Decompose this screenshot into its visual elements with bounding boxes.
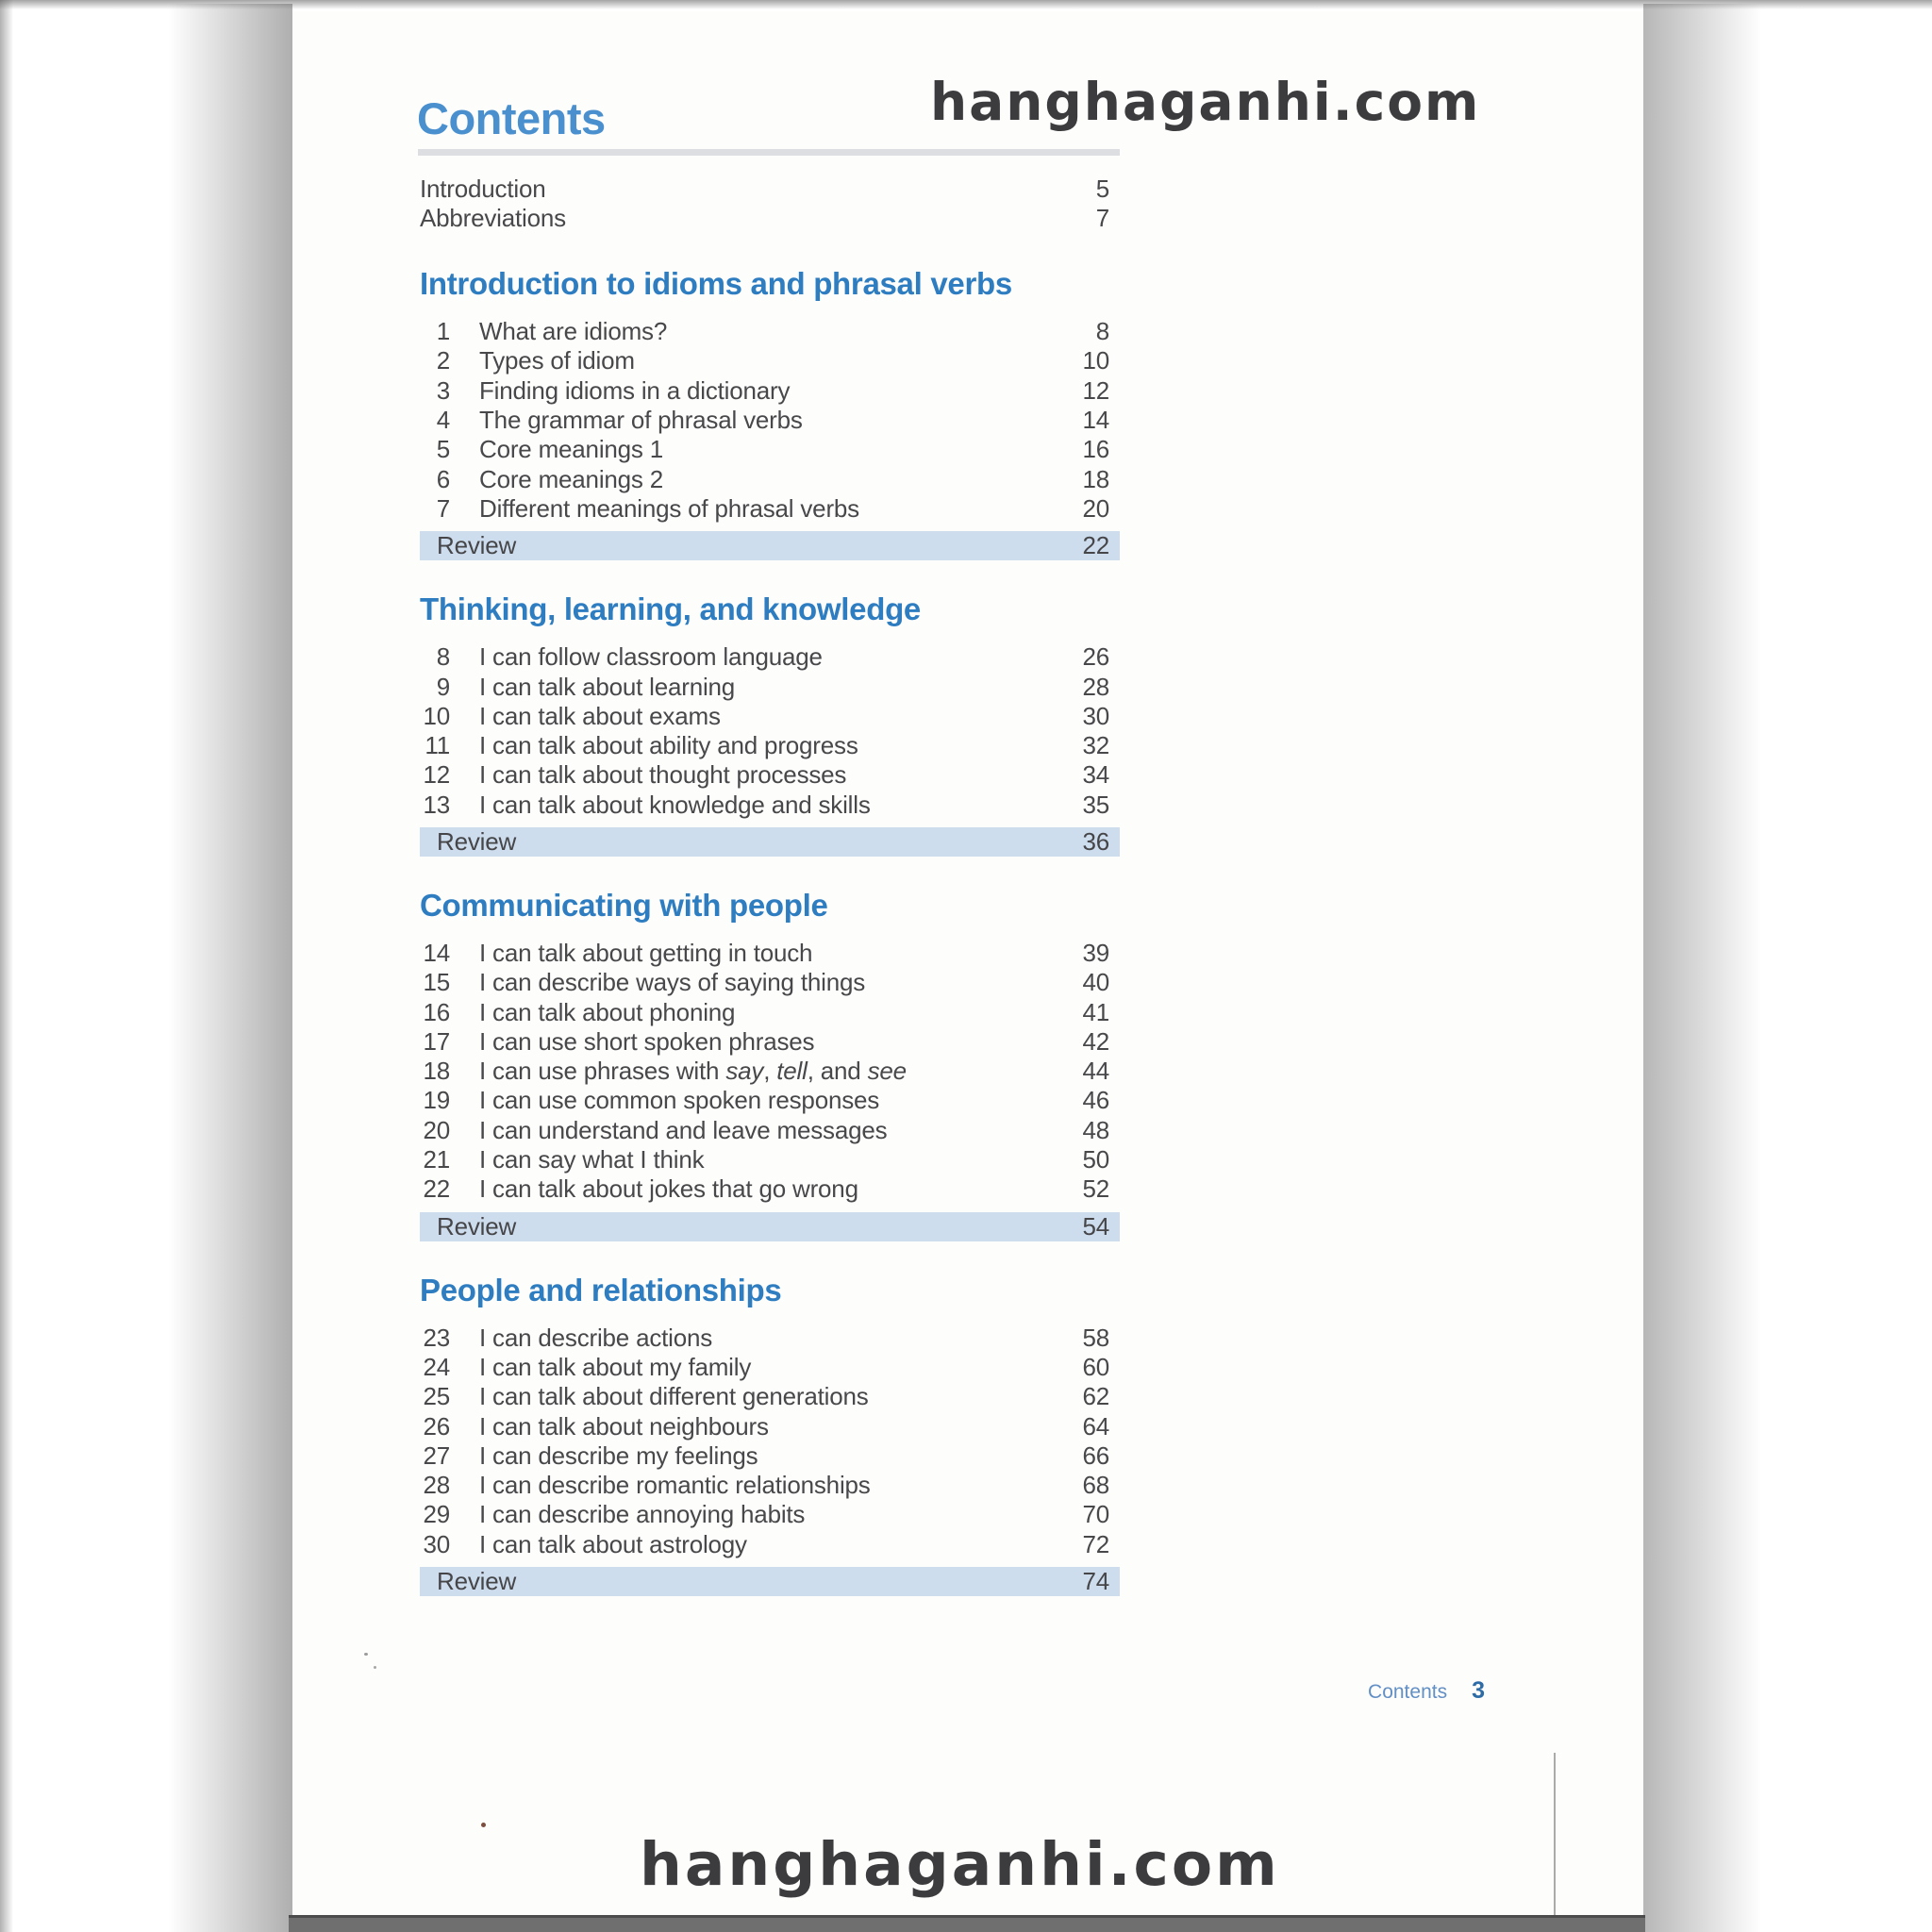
watermark-top: hanghaganhi.com [930, 72, 1481, 132]
page-number: 8 [1095, 317, 1109, 346]
page-number: 34 [1082, 760, 1109, 790]
toc-entry-label: Abbreviations [420, 204, 566, 233]
review-row [420, 1212, 1120, 1241]
unit-number: 24 [423, 1352, 450, 1381]
toc-section [420, 593, 1120, 857]
unit-number: 27 [423, 1441, 450, 1470]
page-number: 18 [1082, 464, 1109, 493]
unit-number: 30 [423, 1529, 450, 1558]
page-number: 54 [1082, 1211, 1109, 1241]
toc-entry-label: I can talk about phoning [479, 997, 736, 1026]
toc-entry-label: I can talk about knowledge and skills [479, 790, 871, 819]
toc-row [420, 1471, 1120, 1500]
review-row [420, 531, 1120, 560]
toc-entry-label: I can describe ways of saying things [479, 968, 866, 997]
section-heading: Thinking, learning, and knowledge [420, 591, 921, 627]
toc-row [420, 1086, 1120, 1115]
toc-row [420, 791, 1120, 820]
review-row [420, 827, 1120, 857]
unit-number: 13 [423, 790, 450, 819]
page-number: 48 [1082, 1115, 1109, 1144]
toc-entry-label: I can talk about different generations [479, 1382, 869, 1411]
unit-number: 6 [436, 464, 450, 493]
page-number: 46 [1082, 1086, 1109, 1115]
review-label: Review [437, 1566, 517, 1595]
unit-number: 23 [423, 1323, 450, 1352]
page-number: 20 [1082, 493, 1109, 523]
page-number: 64 [1082, 1411, 1109, 1441]
footer-page-number: 3 [1472, 1677, 1485, 1704]
page-number: 7 [1095, 204, 1109, 233]
toc-section [420, 887, 1120, 1241]
toc-row [420, 1116, 1120, 1145]
toc-entry-label: What are idioms? [479, 317, 668, 346]
unit-number: 1 [436, 317, 450, 346]
toc-entry-label: I can talk about getting in touch [479, 939, 813, 967]
scan-speck [481, 1823, 486, 1827]
toc-row [420, 1500, 1120, 1529]
toc-entry-label: I can talk about my family [479, 1352, 752, 1381]
toc-entry-label: I can use phrases with say, tell, and see [479, 1057, 907, 1086]
toc-entry-label: Types of idiom [479, 346, 635, 375]
toc-entry-label: I can describe romantic relationships [479, 1471, 871, 1500]
page-bottom-edge [289, 1915, 1645, 1932]
page-number: 58 [1082, 1323, 1109, 1352]
toc-row [420, 1441, 1120, 1471]
page-number: 68 [1082, 1471, 1109, 1500]
page-shadow-left [168, 4, 292, 1932]
toc-row [420, 731, 1120, 760]
toc-row [420, 376, 1120, 406]
footer-section-label: Contents [1368, 1681, 1448, 1703]
toc-row [420, 642, 1120, 672]
review-label: Review [437, 1211, 517, 1241]
toc-entry-label: The grammar of phrasal verbs [479, 406, 803, 435]
toc-section [420, 268, 1120, 560]
review-label: Review [437, 531, 517, 560]
toc-row [420, 406, 1120, 435]
page-number: 22 [1082, 531, 1109, 560]
toc-entry-label: I can say what I think [479, 1145, 705, 1174]
page-number: 36 [1082, 826, 1109, 856]
page-number: 52 [1082, 1174, 1109, 1204]
page-number: 41 [1082, 997, 1109, 1026]
unit-number: 7 [436, 493, 450, 523]
toc-row [420, 702, 1120, 731]
toc-entry-label: I can talk about astrology [479, 1529, 747, 1558]
unit-number: 25 [423, 1382, 450, 1411]
toc-row [420, 175, 1120, 204]
toc-sections [420, 268, 1120, 1596]
toc-entry-label: I can follow classroom language [479, 642, 823, 672]
page-shadow-right [1643, 4, 1761, 1932]
page-number: 14 [1082, 406, 1109, 435]
front-matter [420, 175, 1120, 234]
unit-number: 21 [423, 1145, 450, 1174]
page-number: 60 [1082, 1352, 1109, 1381]
section-heading: People and relationships [420, 1272, 782, 1307]
toc-row [420, 1324, 1120, 1353]
toc-row [420, 1353, 1120, 1382]
unit-number: 9 [436, 672, 450, 701]
unit-number: 10 [423, 701, 450, 730]
unit-number: 14 [423, 939, 450, 967]
toc-row [420, 1382, 1120, 1411]
page-title: Contents [417, 93, 606, 143]
toc-row [420, 968, 1120, 997]
page-number: 26 [1082, 642, 1109, 672]
page-number: 72 [1082, 1529, 1109, 1558]
scan-artifact-line [1554, 1753, 1556, 1926]
toc-entry-label: I can understand and leave messages [479, 1115, 888, 1144]
review-row [420, 1567, 1120, 1596]
toc-entry-label: Core meanings 2 [479, 464, 663, 493]
toc-row [420, 760, 1120, 790]
toc-row [420, 997, 1120, 1026]
unit-number: 17 [423, 1026, 450, 1056]
unit-number: 28 [423, 1471, 450, 1500]
toc-entry-label: Different meanings of phrasal verbs [479, 493, 859, 523]
toc-entry-label: Finding idioms in a dictionary [479, 375, 791, 405]
unit-number: 8 [436, 642, 450, 672]
unit-number: 12 [423, 760, 450, 790]
scan-speck [374, 1666, 376, 1669]
page-number: 16 [1082, 435, 1109, 464]
toc-row [420, 494, 1120, 524]
page-number: 5 [1095, 175, 1109, 204]
page-number: 50 [1082, 1145, 1109, 1174]
unit-number: 20 [423, 1115, 450, 1144]
page-number: 28 [1082, 672, 1109, 701]
toc-entry-label: I can talk about thought processes [479, 760, 847, 790]
page-number: 42 [1082, 1026, 1109, 1056]
page-number: 66 [1082, 1441, 1109, 1470]
toc-row [420, 1027, 1120, 1057]
unit-number: 2 [436, 346, 450, 375]
toc-entry-label: I can describe actions [479, 1323, 713, 1352]
unit-number: 3 [436, 375, 450, 405]
toc-row [420, 939, 1120, 968]
unit-number: 4 [436, 406, 450, 435]
toc-row [420, 1145, 1120, 1174]
page-number: 30 [1082, 701, 1109, 730]
toc-section [420, 1274, 1120, 1596]
unit-number: 22 [423, 1174, 450, 1204]
toc-row [420, 464, 1120, 493]
page-number: 74 [1082, 1566, 1109, 1595]
toc-entry-label: I can use short spoken phrases [479, 1026, 815, 1056]
page-number: 35 [1082, 790, 1109, 819]
toc-entry-label: I can talk about learning [479, 672, 736, 701]
unit-number: 16 [423, 997, 450, 1026]
toc-row [420, 435, 1120, 464]
toc-entry-label: I can talk about exams [479, 701, 721, 730]
toc-entry-label: I can talk about jokes that go wrong [479, 1174, 858, 1204]
toc-entry-label: I can describe my feelings [479, 1441, 758, 1470]
page-number: 10 [1082, 346, 1109, 375]
toc-entry-label: Core meanings 1 [479, 435, 663, 464]
unit-number: 29 [423, 1500, 450, 1529]
toc-row [420, 1174, 1120, 1204]
watermark-bottom: hanghaganhi.com [640, 1830, 1280, 1899]
page-number: 40 [1082, 968, 1109, 997]
toc-row [420, 672, 1120, 701]
page-number: 12 [1082, 375, 1109, 405]
book-page [292, 11, 1643, 1932]
toc-entry-label: Introduction [420, 175, 546, 204]
toc-entry-label: I can talk about neighbours [479, 1411, 769, 1441]
toc-row [420, 317, 1120, 346]
page-number: 44 [1082, 1057, 1109, 1086]
unit-number: 15 [423, 968, 450, 997]
toc-entry-label: I can use common spoken responses [479, 1086, 880, 1115]
toc-entry-label: I can describe annoying habits [479, 1500, 806, 1529]
review-label: Review [437, 826, 517, 856]
section-heading: Communicating with people [420, 887, 828, 923]
page-number: 32 [1082, 731, 1109, 760]
unit-number: 26 [423, 1411, 450, 1441]
unit-number: 19 [423, 1086, 450, 1115]
scan-speck [364, 1653, 368, 1656]
page-number: 39 [1082, 939, 1109, 967]
unit-number: 11 [425, 731, 450, 760]
toc-entry-label: I can talk about ability and progress [479, 731, 858, 760]
toc-row [420, 346, 1120, 375]
toc-row [420, 1530, 1120, 1559]
page-number: 62 [1082, 1382, 1109, 1411]
unit-number: 18 [423, 1057, 450, 1086]
toc-row [420, 1057, 1120, 1086]
scan-left-border [0, 0, 13, 1932]
unit-number: 5 [436, 435, 450, 464]
toc-row [420, 1411, 1120, 1441]
page-footer [1368, 1677, 1485, 1705]
scan-top-border [0, 0, 1932, 9]
toc-row [420, 204, 1120, 233]
page-number: 70 [1082, 1500, 1109, 1529]
section-heading: Introduction to idioms and phrasal verbs [420, 266, 1012, 301]
title-underline-rule [418, 149, 1120, 156]
